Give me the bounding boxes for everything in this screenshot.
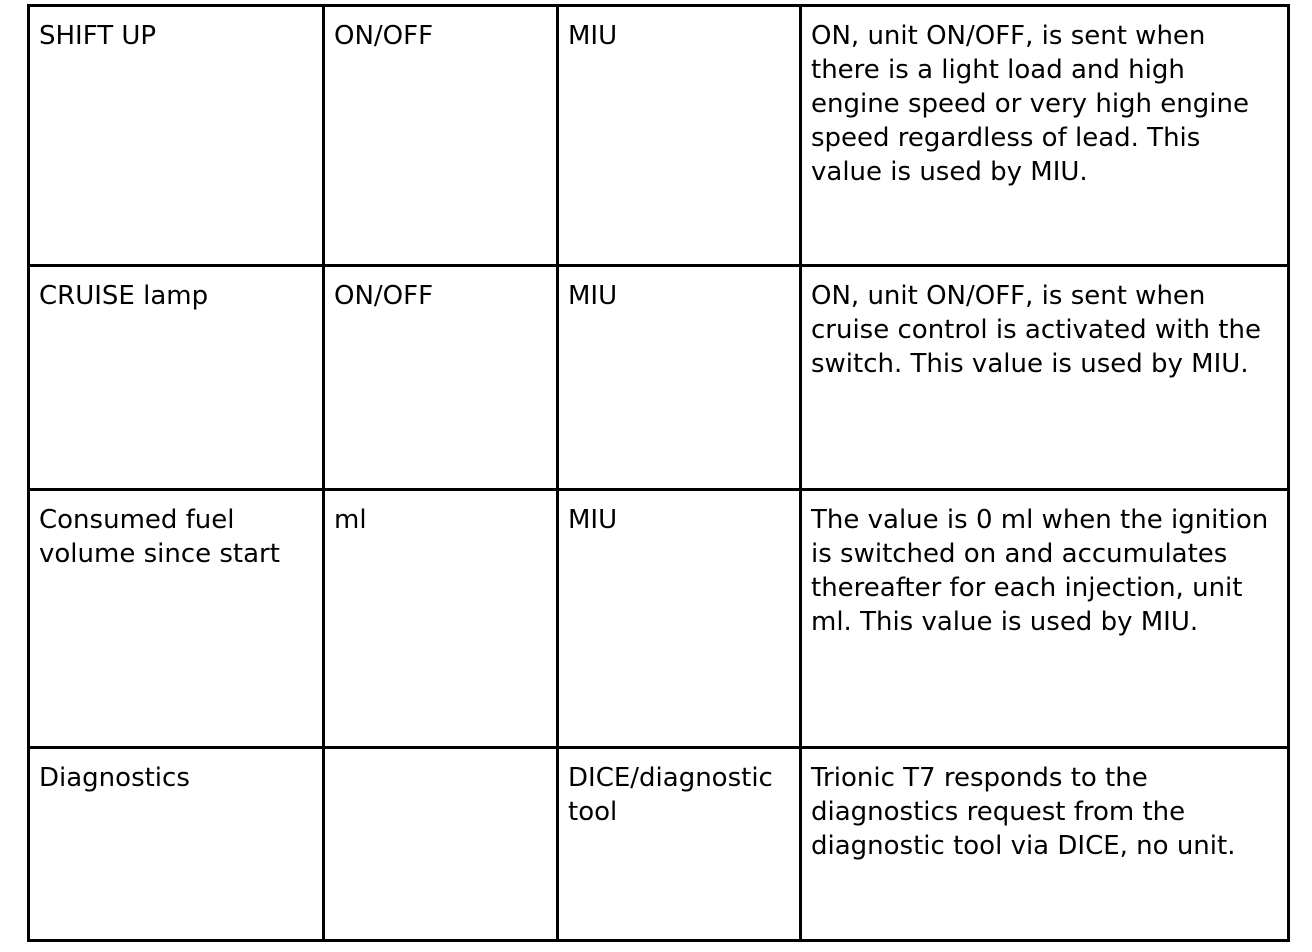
- unit-cell: [324, 748, 558, 941]
- description-cell: Trionic T7 responds to the diagnostics request from the diagnostic tool via DICE, no unit.: [801, 748, 1289, 941]
- receiver-cell: DICE/diagnostic tool: [558, 748, 801, 941]
- signal-name-cell: CRUISE lamp: [29, 266, 324, 490]
- table-row: [29, 266, 1289, 490]
- receiver-cell: MIU: [558, 490, 801, 748]
- table-row: [29, 490, 1289, 748]
- unit-cell: ON/OFF: [324, 6, 558, 266]
- description-cell: ON, unit ON/OFF, is sent when there is a light load and high engine speed or very high engine speed regardless of lead. This value is used by MIU.: [801, 6, 1289, 266]
- receiver-cell: MIU: [558, 6, 801, 266]
- signal-table: [27, 4, 1290, 942]
- receiver-cell: MIU: [558, 266, 801, 490]
- table-row: [29, 6, 1289, 266]
- description-cell: The value is 0 ml when the ignition is switched on and accumulates thereafter for each injection, unit ml. This value is used by MIU.: [801, 490, 1289, 748]
- signal-name-cell: Diagnostics: [29, 748, 324, 941]
- unit-cell: ON/OFF: [324, 266, 558, 490]
- description-cell: ON, unit ON/OFF, is sent when cruise control is activated with the switch. This value is used by MIU.: [801, 266, 1289, 490]
- table-row: [29, 748, 1289, 941]
- unit-cell: ml: [324, 490, 558, 748]
- signal-name-cell: Consumed fuel volume since start: [29, 490, 324, 748]
- signal-name-cell: SHIFT UP: [29, 6, 324, 266]
